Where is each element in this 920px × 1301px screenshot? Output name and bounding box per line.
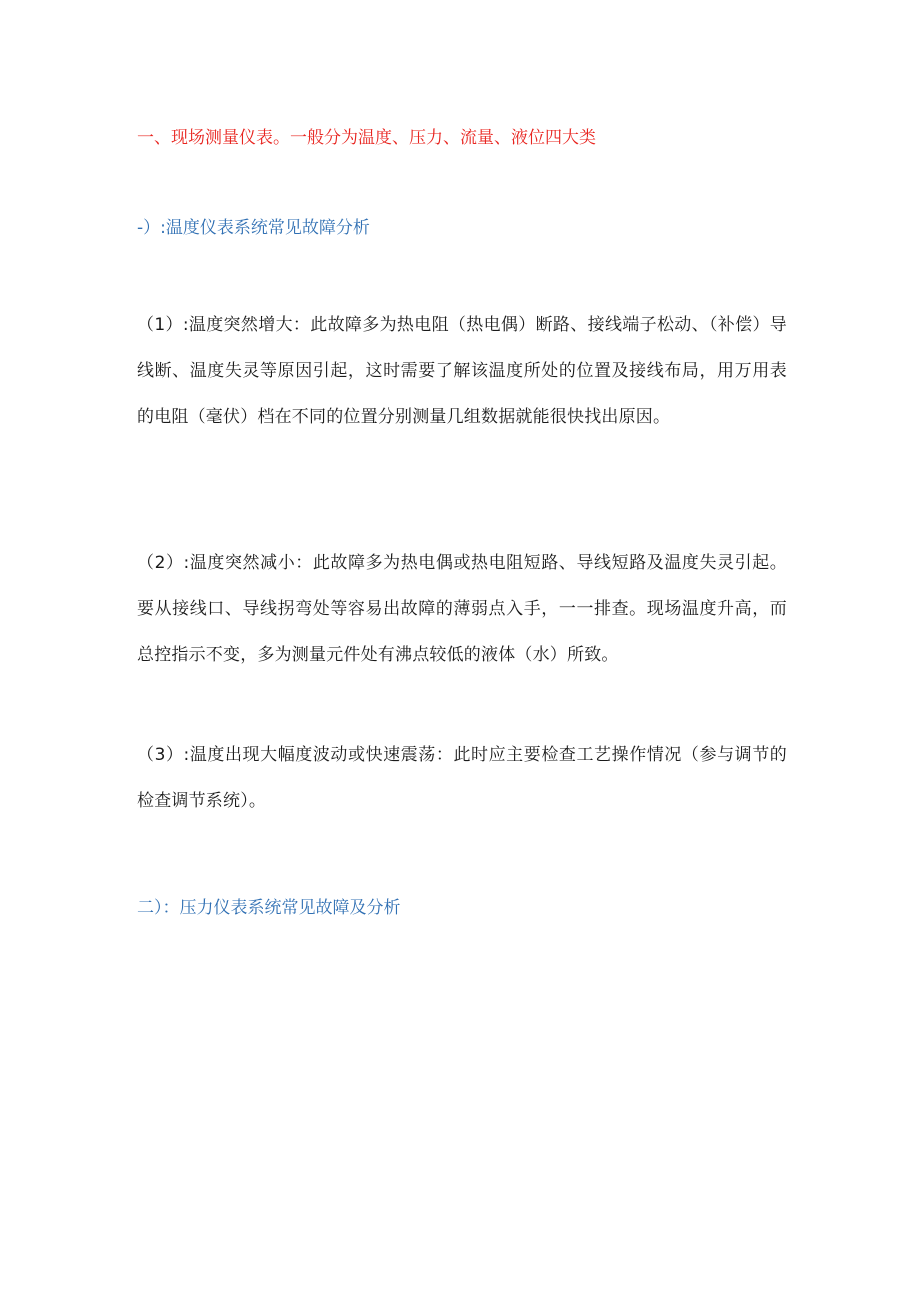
pressure-section-heading: 二）：压力仪表系统常见故障及分析	[137, 898, 401, 918]
paragraph-temperature-decrease: （2）:温度突然减小：此故障多为热电偶或热电阻短路、导线短路及温度失灵引起。要从接线口、导线拐弯处等容易出故障的薄弱点入手，一一排查。现场温度升高，而总控指示不变，多为测量元件处有沸点较低的液体（水）所致。	[137, 553, 787, 665]
temperature-section-heading: -）:温度仪表系统常见故障分析	[137, 218, 370, 238]
paragraph-temperature-increase: （1）:温度突然增大：此故障多为热电阻（热电偶）断路、接线端子松动、（补偿）导线断、温度失灵等原因引起，这时需要了解该温度所处的位置及接线布局，用万用表的电阻（毫伏）档在不同的位置分别测量几组数据就能很快找出原因。	[137, 315, 787, 427]
paragraph-temperature-fluctuation: （3）:温度出现大幅度波动或快速震荡：此时应主要检查工艺操作情况（参与调节的检查调节系统）。	[137, 745, 787, 811]
main-heading: 一、现场测量仪表。一般分为温度、压力、流量、液位四大类	[137, 128, 596, 148]
